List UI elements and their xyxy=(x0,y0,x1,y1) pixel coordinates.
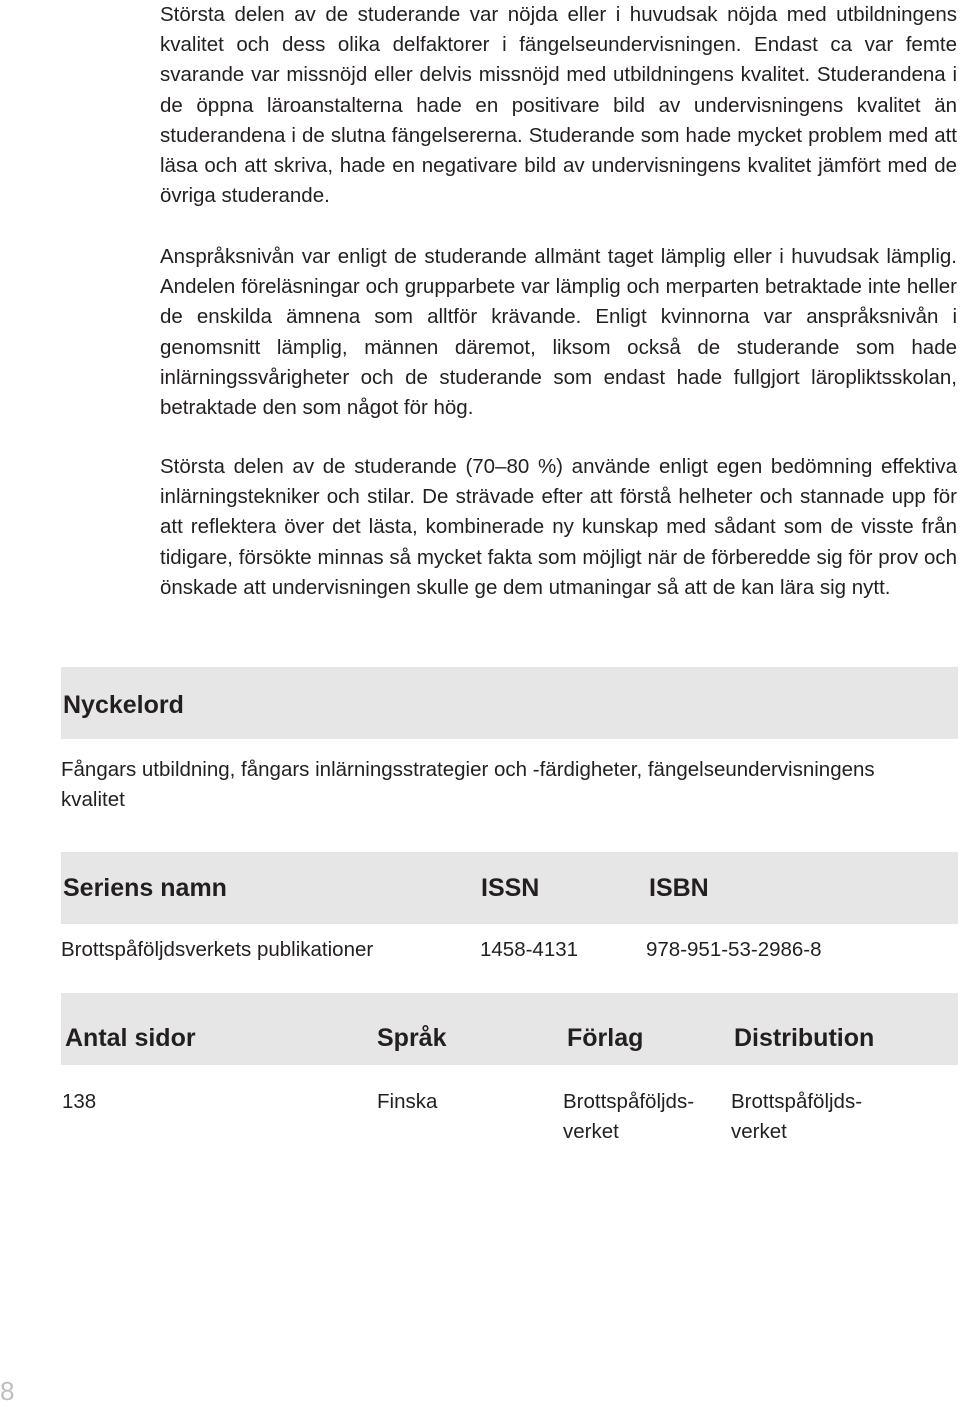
language-header: Språk xyxy=(377,1024,447,1052)
series-name-header: Seriens namn xyxy=(63,874,227,902)
summary-paragraph-2: Anspråksnivån var enligt de studerande allmänt taget lämplig eller i huvudsak lämplig. Andelen föreläsningar och grupparbete var lämplig och merparten betraktade inte heller de enskilda ämnena som alltför krävande. Enligt kvinnorna var anspråksnivån i genomsnitt lämplig, männen däremot, liksom också de studerande som hade inlärningssvårigheter och de studerande som endast hade fullgjort läropliktsskolan, betraktade den som något för hög. xyxy=(160,245,957,420)
language-value: Finska xyxy=(377,1090,438,1113)
issn-header: ISSN xyxy=(481,874,540,902)
distribution-value: Brottspåföljdsverket xyxy=(731,1090,863,1144)
publisher-value: Brottspåföljdsverket xyxy=(563,1090,695,1144)
page-count-value: 138 xyxy=(62,1090,97,1113)
keywords-header-band xyxy=(61,667,958,739)
issn-value: 1458-4131 xyxy=(480,938,579,961)
page-number: 8 xyxy=(0,1376,15,1406)
keywords-text: Fångars utbildning, fångars inlärningsstrategier och -färdigheter, fängelseundervisningens kvalitet xyxy=(61,758,875,812)
keywords-heading: Nyckelord xyxy=(63,691,184,719)
summary-paragraph-1: Största delen av de studerande var nöjda eller i huvudsak nöjda med utbildningens kvalitet och dess olika delfaktorer i fängelseundervisningen. Endast ca var femte svarande var missnöjd eller delvis missnöjd med utbildningens kvalitet. Studerandena i de öppna läroanstalterna hade en positivare bild av undervisningens kvalitet än studerandena i de slutna fängelsererna. Studerande som hade mycket problem med att läsa och att skriva, hade en negativare bild av undervisningens kvalitet jämfört med de övriga studerande. xyxy=(160,3,957,208)
isbn-header: ISBN xyxy=(649,874,709,902)
publisher-header: Förlag xyxy=(567,1024,644,1052)
distribution-header: Distribution xyxy=(734,1024,875,1052)
details-header-band xyxy=(61,993,958,1065)
series-name-value: Brottspåföljdsverkets publikationer xyxy=(61,938,374,961)
summary-paragraph-3: Största delen av de studerande (70–80 %) använde enligt egen bedömning effektiva inlärningstekniker och stilar. De strävade efter att förstå helheter och stannade upp för att reflektera över det lästa, kombinerade ny kunskap med sådant som de visste från tidigare, försökte minnas så mycket fakta som möjligt när de förberedde sig för prov och önskade att undervisningen skulle ge dem utmaningar så att de kan lära sig nytt. xyxy=(160,455,957,599)
page-count-header: Antal sidor xyxy=(65,1024,196,1052)
series-header-band xyxy=(61,852,958,924)
isbn-value: 978-951-53-2986-8 xyxy=(646,938,822,961)
